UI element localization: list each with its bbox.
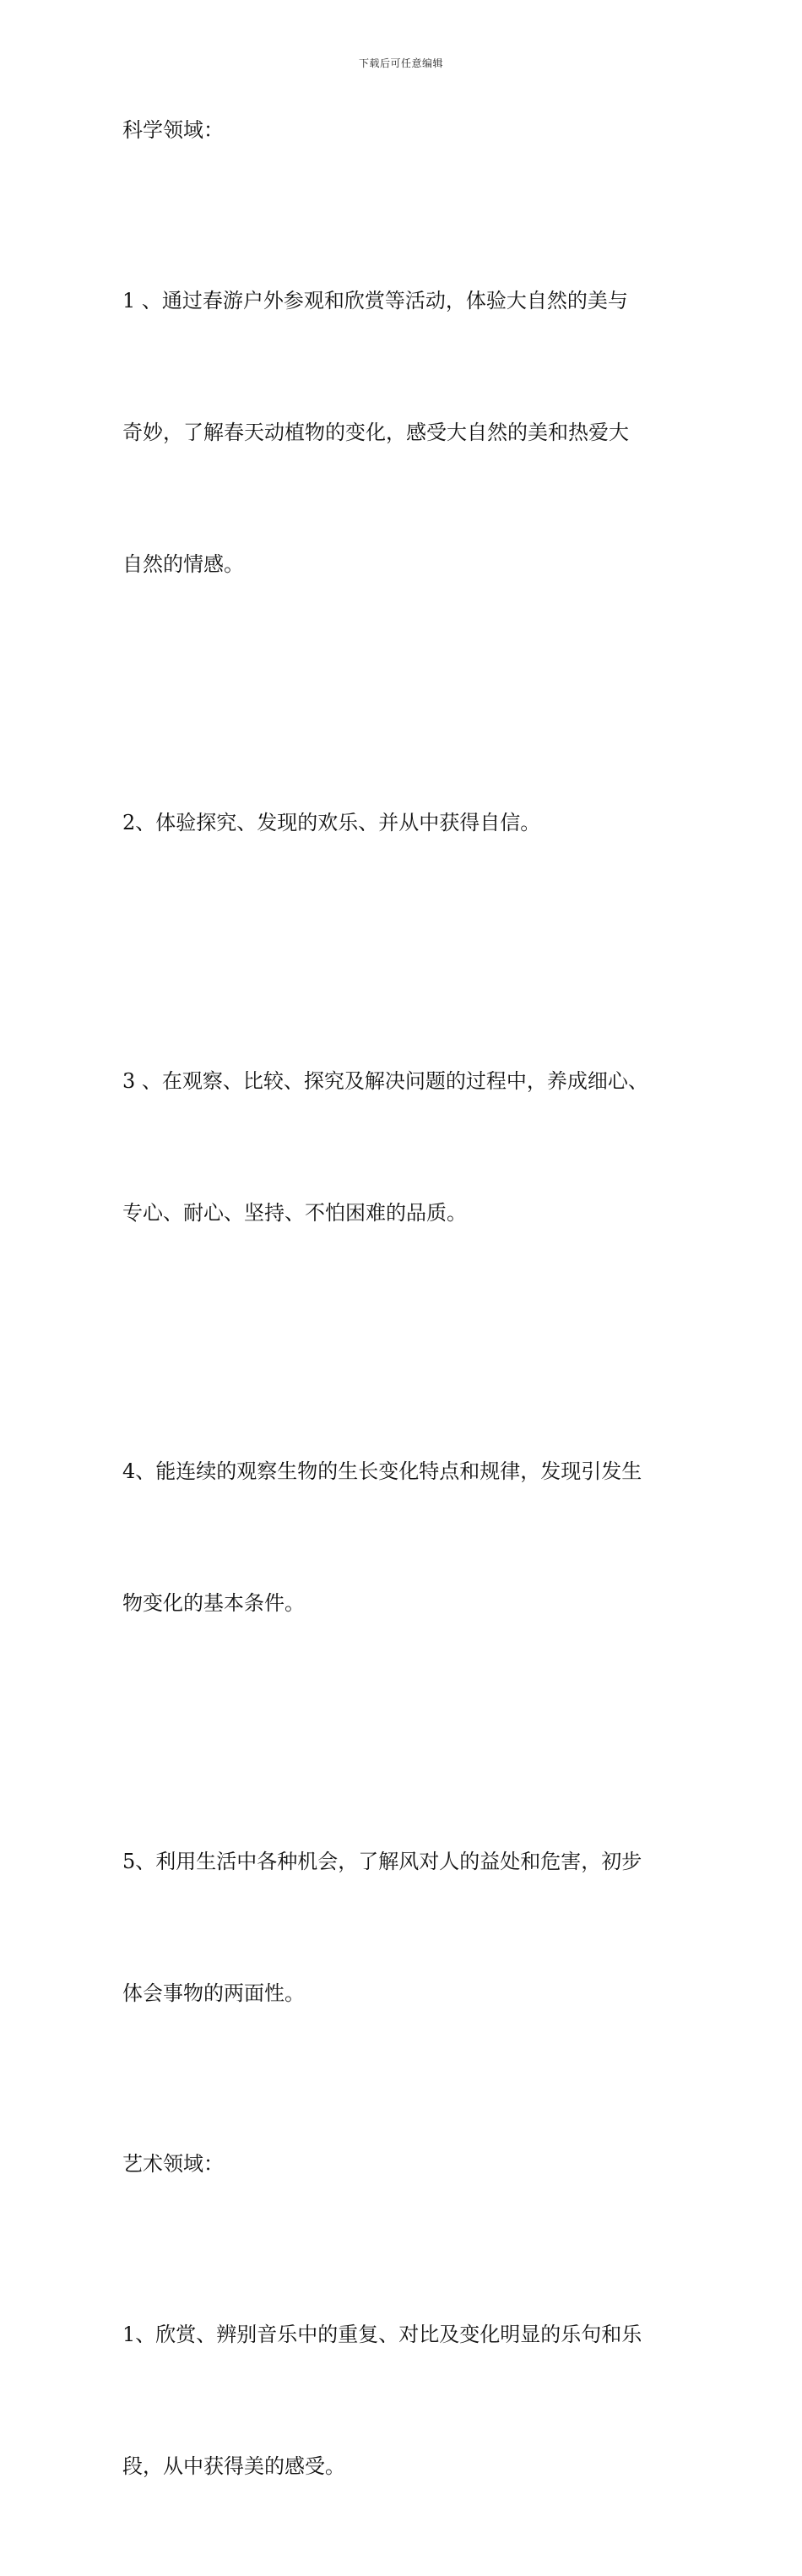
spacer bbox=[122, 674, 705, 713]
paragraph-line: 奇妙，了解春天动植物的变化，感受大自然的美和热爱大 bbox=[122, 421, 629, 444]
science-item-5 bbox=[122, 1752, 705, 2103]
spacer bbox=[122, 1713, 705, 1752]
spacer bbox=[122, 2103, 705, 2142]
paragraph-line: 5、利用生活中各种机会，了解风对人的益处和危害，初步 bbox=[122, 1850, 642, 1873]
paragraph-line: 段，从中获得美的感受。 bbox=[122, 2454, 345, 2478]
paragraph-line: 4、能连续的观察生物的生长变化特点和规律，发现引发生 bbox=[122, 1459, 642, 1483]
spacer bbox=[122, 1323, 705, 1361]
document-body bbox=[122, 108, 705, 2576]
science-item-1 bbox=[122, 191, 705, 674]
paragraph-line: 3 、在观察、比较、探究及解决问题的过程中，养成细心、 bbox=[122, 1069, 648, 1093]
paragraph-line: 专心、耐心、坚持、不怕困难的品质。 bbox=[122, 1201, 467, 1225]
spacer bbox=[122, 932, 705, 971]
paragraph-line: 1 、通过春游户外参观和欣赏等活动，体验大自然的美与 bbox=[122, 289, 628, 312]
spacer bbox=[122, 2186, 705, 2225]
science-item-4 bbox=[122, 1361, 705, 1713]
paragraph-line: 物变化的基本条件。 bbox=[122, 1591, 305, 1615]
arts-item-1 bbox=[122, 2225, 705, 2576]
science-item-3 bbox=[122, 971, 705, 1323]
science-item-2 bbox=[122, 713, 705, 932]
paragraph-line: 1、欣赏、辨别音乐中的重复、对比及变化明显的乐句和乐 bbox=[122, 2323, 642, 2346]
header-note: 下载后可任意编辑 bbox=[358, 57, 443, 69]
spacer bbox=[122, 152, 705, 191]
paragraph-line: 体会事物的两面性。 bbox=[122, 1981, 305, 2005]
paragraph-line: 自然的情感。 bbox=[122, 552, 244, 576]
paragraph-line: 2、体验探究、发现的欢乐、并从中获得自信。 bbox=[122, 811, 541, 834]
section-heading-arts: 艺术领域： bbox=[122, 2152, 224, 2176]
section-heading-science: 科学领域： bbox=[122, 118, 224, 142]
